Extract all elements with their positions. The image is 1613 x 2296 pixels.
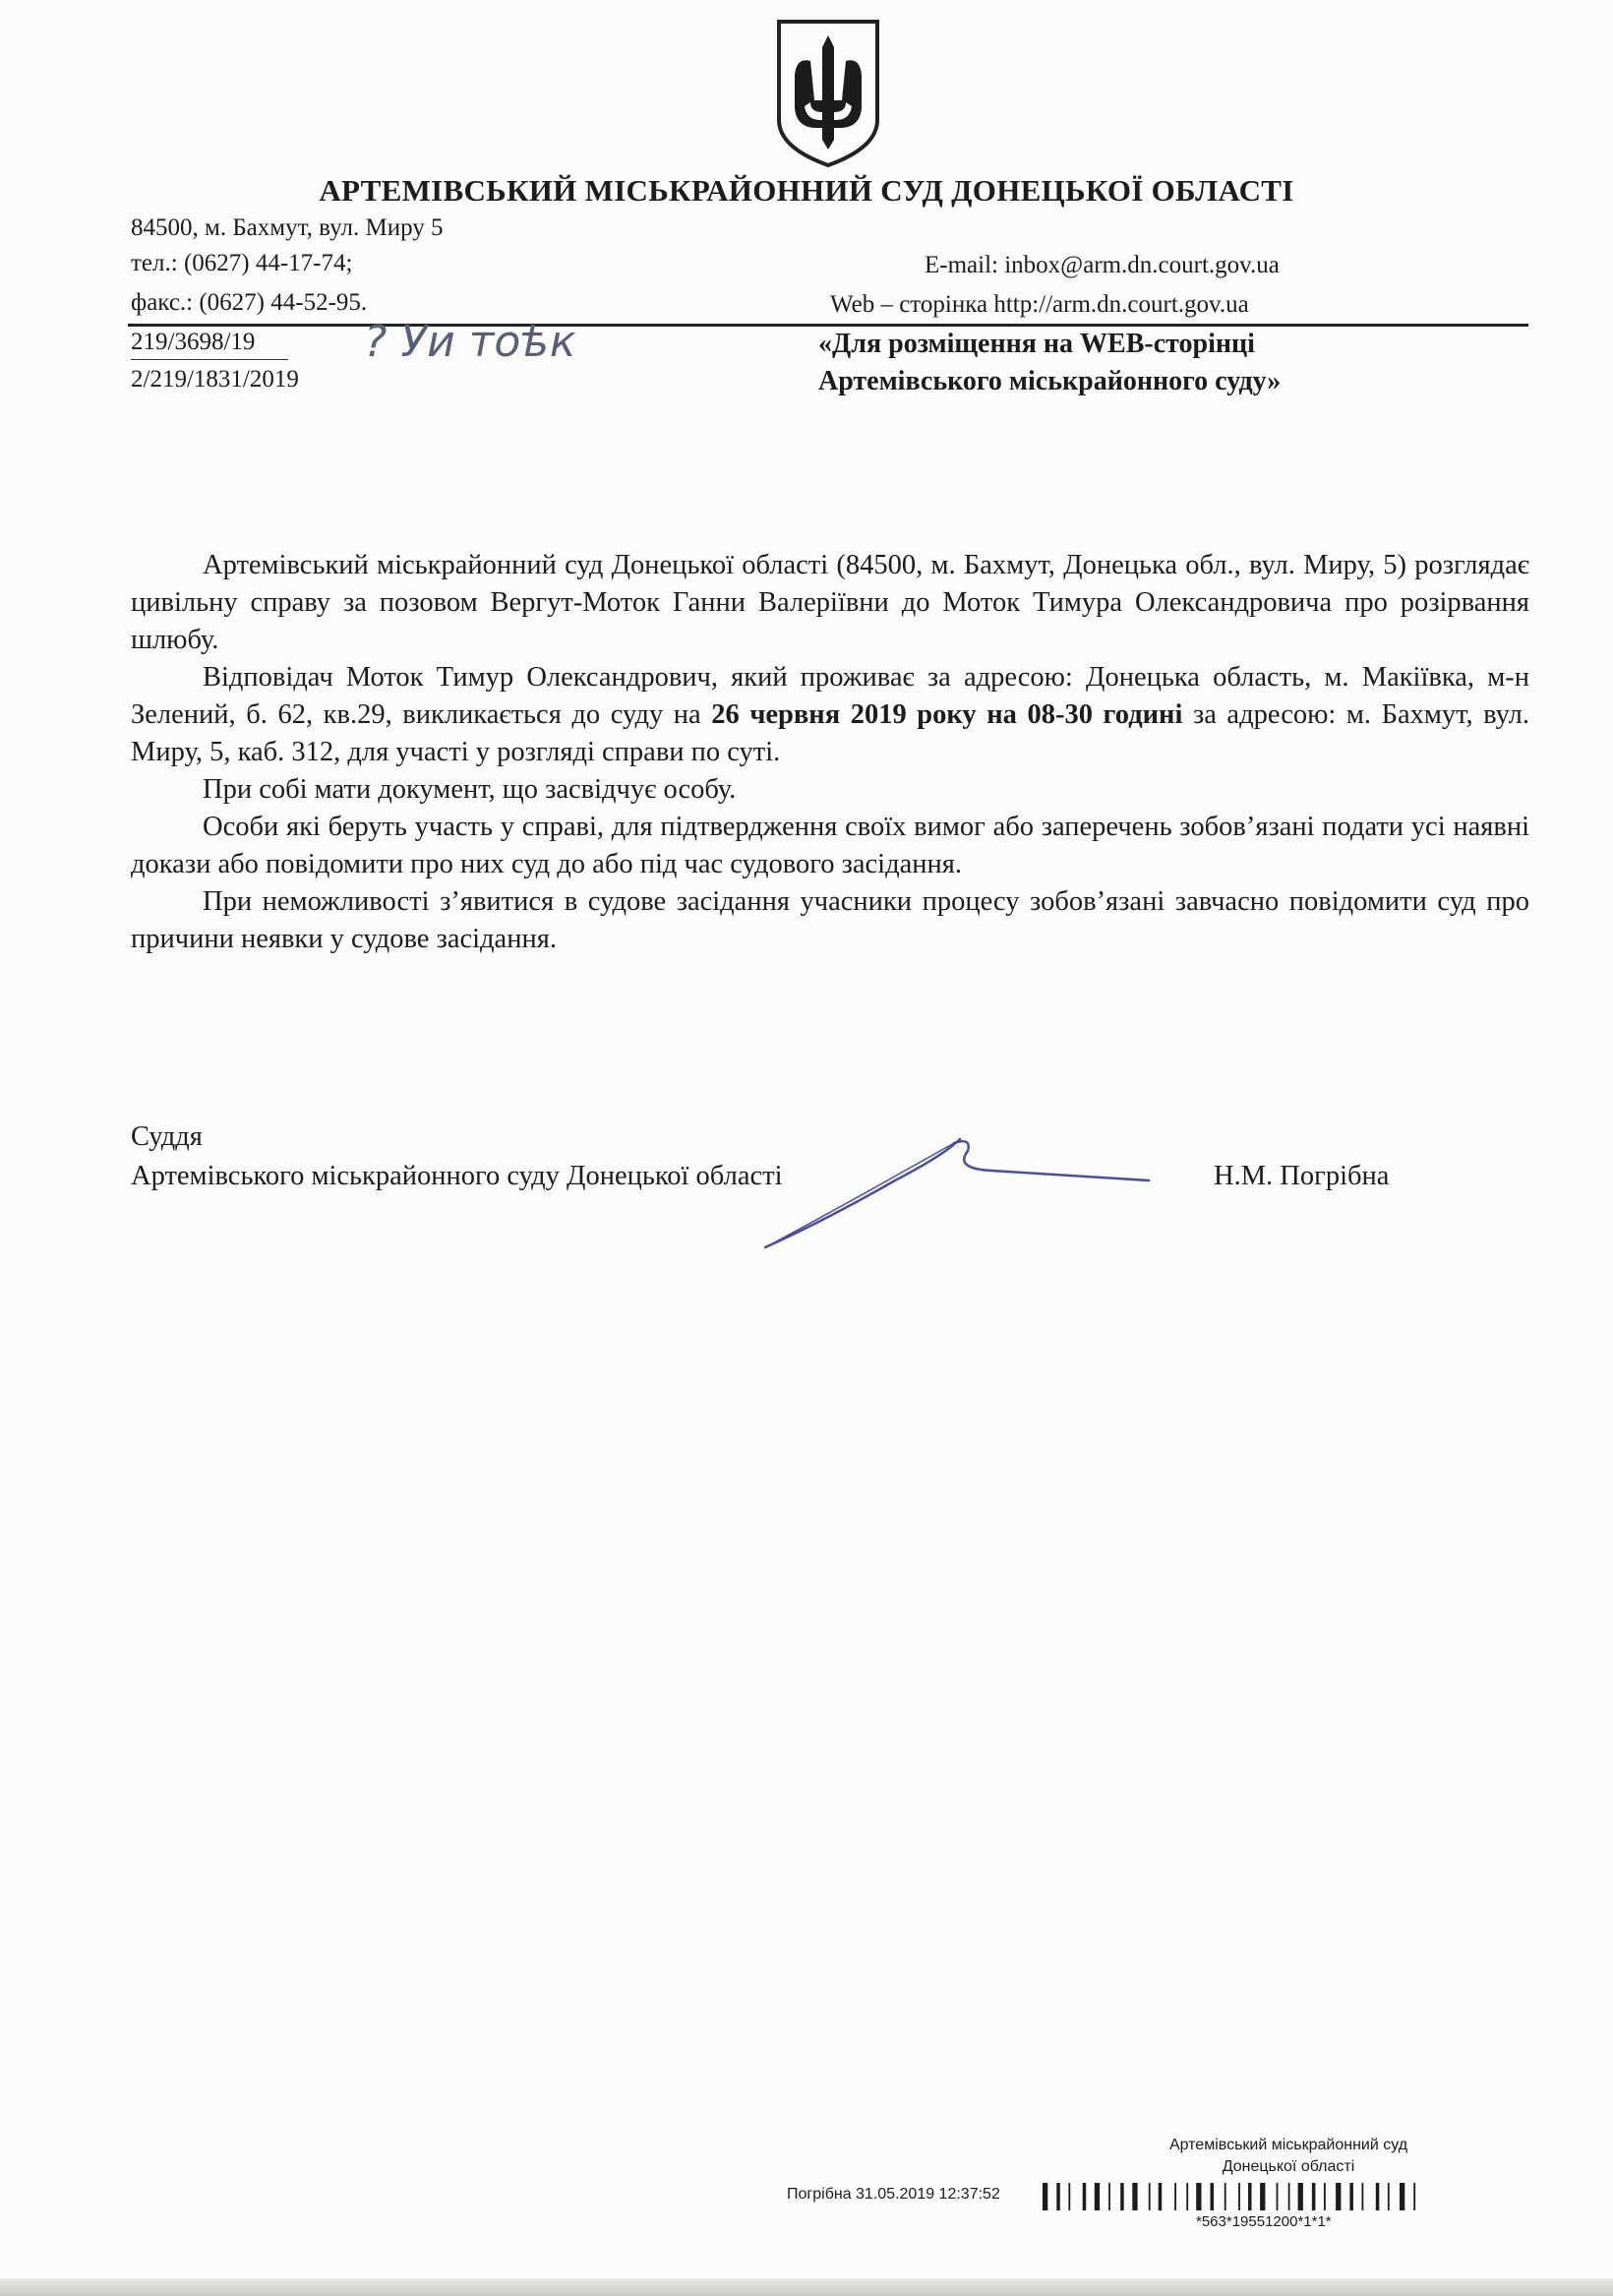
paragraph-summons [131, 659, 1529, 771]
handwritten-note: ? Уи тоѣк [364, 317, 576, 367]
barcode-bar [1120, 2183, 1124, 2210]
barcode-bar [1298, 2183, 1303, 2210]
court-website: Web – сторінка http://arm.dn.court.gov.ua [830, 291, 1249, 318]
barcode-text: *563*19551200*1*1* [1196, 2213, 1332, 2230]
barcode-bar [1248, 2183, 1252, 2210]
barcode-bar [1260, 2183, 1265, 2210]
barcode-bar [1388, 2183, 1390, 2210]
court-email: E-mail: inbox@arm.dn.court.gov.ua [925, 252, 1280, 278]
paragraph-absence: При неможливості з’явитися в судове засідання учасники процесу зобов’язані завчасно повідомити суд про причини неявки у судове засідання. [131, 886, 1529, 954]
barcode-bar [1238, 2183, 1240, 2210]
document-barcode [1043, 2183, 1530, 2210]
summons-text-1: Відповідач Моток Тимур Олександрович, який проживає за адресою: Донецька область, м. Макіївка, м-н Зелений, б. 62, кв.29, викликається до суду на [131, 662, 1529, 730]
barcode-bar [1083, 2183, 1087, 2210]
barcode-bar [1376, 2183, 1380, 2210]
barcode-bar [1211, 2183, 1215, 2210]
barcode-bar [1277, 2183, 1279, 2210]
barcode-bar [1095, 2183, 1100, 2210]
proceeding-number: 2/219/1831/2019 [131, 366, 299, 393]
scan-edge [0, 2278, 1613, 2296]
court-name-title: АРТЕМІВСЬКИЙ МІСЬКРАЙОННИЙ СУД ДОНЕЦЬКОЇ ОБЛАСТІ [319, 173, 1294, 208]
hearing-datetime: 26 червня 2019 року на 08-30 годині [711, 699, 1183, 730]
court-fax: факс.: (0627) 44-52-95. [131, 289, 368, 316]
judge-title: Суддя [131, 1121, 203, 1152]
stamp-court-line2: Донецької області [1222, 2158, 1355, 2175]
barcode-bar [1362, 2183, 1364, 2210]
paragraph-evidence: Особи які беруть участь у справі, для підтвердження своїх вимог або заперечень зобов’язані подати усі наявні докази або повідомити про них суд до або під час судового засідання. [131, 812, 1529, 879]
trident-emblem-icon [771, 18, 885, 167]
barcode-bar [1186, 2183, 1188, 2210]
stamp-signer-time: Погрібна 31.05.2019 12:37:52 [787, 2186, 1000, 2203]
placement-note-line2: Артемівського міськрайонного суду» [818, 366, 1282, 396]
barcode-bar [1413, 2183, 1415, 2210]
barcode-bar [1132, 2183, 1137, 2210]
court-phone: тел.: (0627) 44-17-74; [131, 250, 353, 276]
barcode-bar [1196, 2183, 1201, 2210]
barcode-bar [1108, 2183, 1110, 2210]
barcode-bar [1349, 2183, 1353, 2210]
barcode-bar [1068, 2183, 1070, 2210]
placement-note-line1: «Для розміщення на WEB-сторінці [818, 329, 1255, 359]
judge-court: Артемівського міськрайонного суду Донецької області [131, 1161, 783, 1191]
summons-text-2: за адресою: м. Бахмут, вул. Миру, 5, каб. 312, для участі у розгляді справи по суті. [131, 699, 1529, 767]
handwritten-signature [757, 1131, 1170, 1259]
barcode-bar [1159, 2183, 1163, 2210]
barcode-bar [1400, 2183, 1404, 2210]
paragraph-id-document: При собі мати документ, що засвідчує особу. [203, 774, 737, 805]
barcode-bar [1056, 2183, 1060, 2210]
stamp-court-line1: Артемівський міськрайонний суд [1168, 2137, 1408, 2153]
barcode-bar [1225, 2183, 1226, 2210]
notice-body [131, 547, 1529, 958]
barcode-bar [1174, 2183, 1176, 2210]
case-number: 219/3698/19 [131, 329, 256, 355]
barcode-bar [1149, 2183, 1151, 2210]
barcode-bar [1043, 2183, 1047, 2210]
header-divider [128, 324, 1528, 327]
case-number-underline [131, 359, 288, 360]
barcode-bar [1288, 2183, 1290, 2210]
judge-name: Н.М. Погрібна [1214, 1161, 1390, 1191]
court-address: 84500, м. Бахмут, вул. Миру 5 [131, 214, 444, 241]
barcode-bar [1312, 2183, 1316, 2210]
barcode-bar [1324, 2183, 1326, 2210]
barcode-bar [1336, 2183, 1341, 2210]
paragraph-case: Артемівський міськрайонний суд Донецької області (84500, м. Бахмут, Донецька обл., вул. Миру, 5) розглядає цивільну справу за позовом Вергут-Моток Ганни Валеріївни до Моток Тимура Олександровича про розірвання шлюбу. [131, 550, 1529, 655]
